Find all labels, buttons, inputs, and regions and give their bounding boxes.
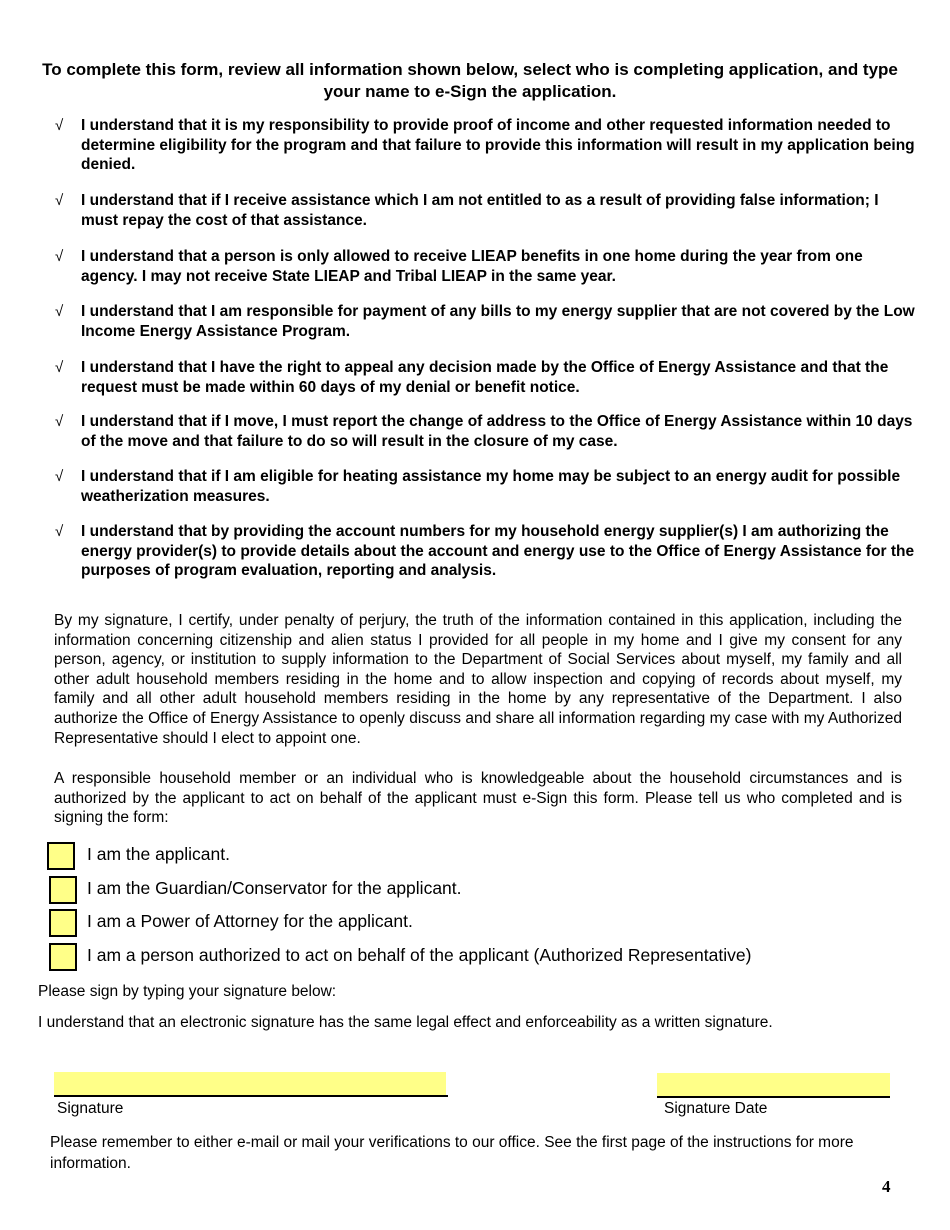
option-guardian[interactable] bbox=[47, 876, 847, 906]
legal-notice: I understand that an electronic signature has the same legal effect and enforceability as a written signature. bbox=[38, 1014, 773, 1031]
statement-4 bbox=[55, 302, 915, 341]
checkmark-icon: √ bbox=[55, 192, 64, 209]
checkmark-icon: √ bbox=[55, 248, 64, 265]
signature-date-input[interactable] bbox=[657, 1073, 890, 1096]
option-label: I am a Power of Attorney for the applicant. bbox=[87, 911, 413, 931]
statement-8 bbox=[55, 522, 915, 581]
signature-line bbox=[54, 1095, 448, 1097]
signature-date-line bbox=[657, 1096, 890, 1098]
statement-text: I understand that if I receive assistance which I am not entitled to as a result of providing false information; I must repay the cost of that assistance. bbox=[81, 192, 879, 229]
checkmark-icon: √ bbox=[55, 359, 64, 376]
statement-1 bbox=[55, 116, 915, 175]
statement-6 bbox=[55, 412, 915, 451]
statement-5 bbox=[55, 358, 915, 397]
statement-text: I understand that if I move, I must report the change of address to the Office of Energy Assistance within 10 days of the move and that failure to do so will result in the closure of my case. bbox=[81, 413, 913, 450]
checkmark-icon: √ bbox=[55, 117, 64, 134]
applicant-checkbox[interactable] bbox=[47, 842, 75, 870]
statement-text: I understand that I have the right to appeal any decision made by the Office of Energy Assistance and that the request must be made within 60 days of my denial or benefit notice. bbox=[81, 359, 889, 396]
footnote: Please remember to either e-mail or mail your verifications to our office. See the first page of the instructions for more information. bbox=[50, 1134, 854, 1172]
guardian-checkbox[interactable] bbox=[49, 876, 77, 904]
checkmark-icon: √ bbox=[55, 413, 64, 430]
statement-text: I understand that I am responsible for payment of any bills to my energy supplier that are not covered by the Low Income Energy Assistance Program. bbox=[81, 303, 915, 340]
certification-paragraph: By my signature, I certify, under penalty of perjury, the truth of the information contained in this application, including the information concerning citizenship and alien status I provided for all people in my home and I give my consent for any person, agency, or institution to supply information to the Department of Social Services about myself, my family and all other adult household members residing in the home and to allow inspection and copying of records about myself, my family and all other adult household members residing in the home by any representative of the Department. I also authorize the Office of Energy Assistance to openly discuss and share all information regarding my case with my Authorized Representative should I elect to appoint one. bbox=[54, 612, 902, 747]
signature-input[interactable] bbox=[54, 1072, 446, 1095]
option-power-of-attorney[interactable] bbox=[47, 909, 847, 939]
statement-3 bbox=[55, 247, 915, 286]
power-of-attorney-checkbox[interactable] bbox=[49, 909, 77, 937]
option-authorized-representative[interactable] bbox=[47, 943, 847, 973]
option-label: I am the Guardian/Conservator for the applicant. bbox=[87, 878, 462, 898]
sign-instruction: Please sign by typing your signature below: bbox=[38, 983, 337, 1000]
statement-text: I understand that a person is only allowed to receive LIEAP benefits in one home during the year from one agency. I may not receive State LIEAP and Tribal LIEAP in the same year. bbox=[81, 248, 863, 285]
checkmark-icon: √ bbox=[55, 468, 64, 485]
page-number: 4 bbox=[882, 1177, 891, 1196]
checkmark-icon: √ bbox=[55, 303, 64, 320]
signature-date-label: Signature Date bbox=[664, 1100, 768, 1117]
statement-text: I understand that by providing the account numbers for my household energy supplier(s) I am authorizing the energy provider(s) to provide details about the account and energy use to the Office of Energy Assistance for the purposes of program evaluation, reporting and analysis. bbox=[81, 523, 915, 579]
signature-label: Signature bbox=[57, 1100, 124, 1117]
statement-2 bbox=[55, 191, 915, 230]
option-applicant[interactable] bbox=[47, 842, 847, 872]
checkmark-icon: √ bbox=[55, 523, 64, 540]
authorized-representative-checkbox[interactable] bbox=[49, 943, 77, 971]
option-label: I am the applicant. bbox=[87, 844, 230, 864]
statement-text: I understand that if I am eligible for heating assistance my home may be subject to an energy audit for possible weatherization measures. bbox=[81, 468, 901, 505]
option-label: I am a person authorized to act on behalf of the applicant (Authorized Representative) bbox=[87, 945, 752, 965]
form-heading: To complete this form, review all information shown below, select who is completing application, and type your name to e-Sign the application. bbox=[42, 60, 898, 101]
statement-text: I understand that it is my responsibility to provide proof of income and other requested information needed to determine eligibility for the program and that failure to provide this information will result in my application being denied. bbox=[81, 117, 915, 173]
statement-7 bbox=[55, 467, 915, 506]
responsible-member-paragraph: A responsible household member or an individual who is knowledgeable about the household circumstances and is authorized by the applicant to act on behalf of the applicant must e-Sign this form. Please tell us who completed and is signing the form: bbox=[54, 770, 902, 827]
